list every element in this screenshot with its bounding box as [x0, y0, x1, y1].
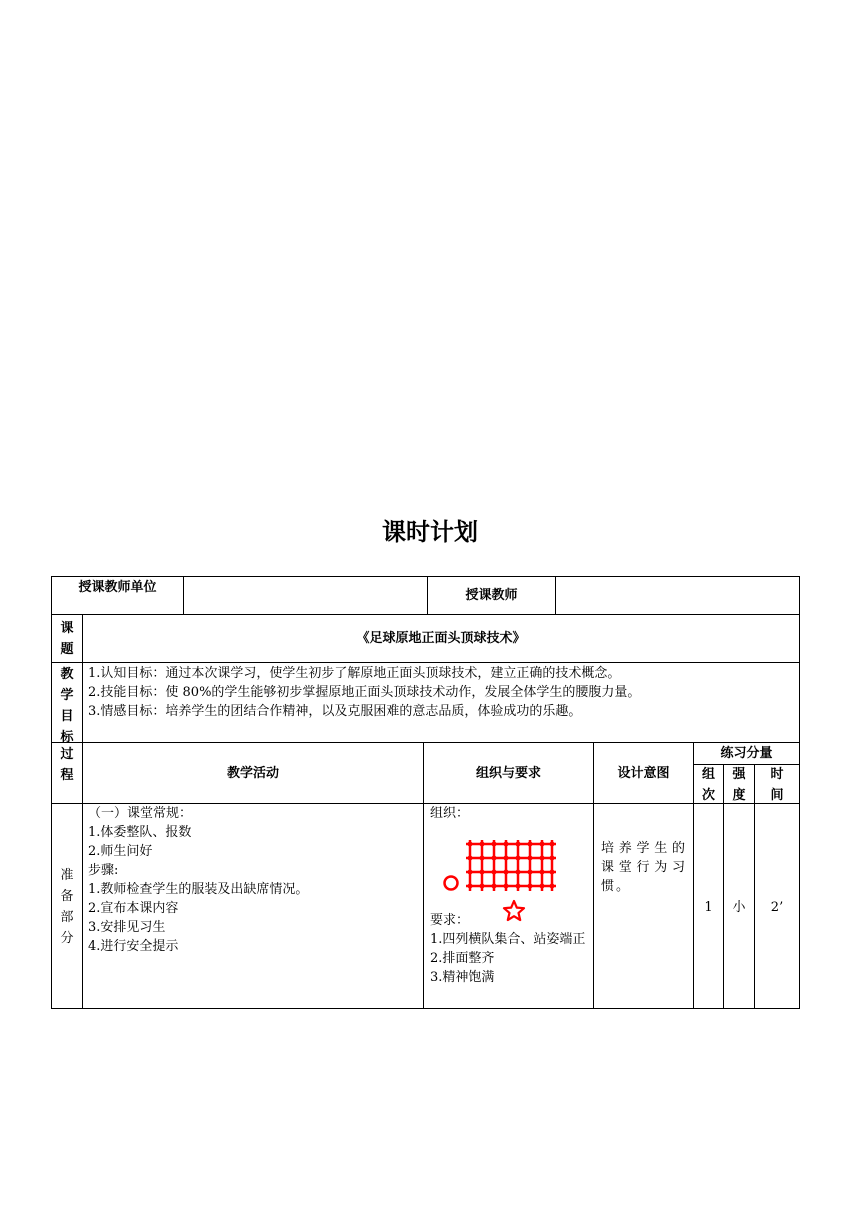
teacher-circle-icon — [445, 877, 458, 890]
activity-line: 3.安排见习生 — [88, 920, 166, 935]
intensity-header: 强 度 — [732, 767, 746, 803]
teacher-label: 授课教师 — [465, 588, 518, 603]
activity-line: 4.进行安全提示 — [88, 939, 179, 954]
req-line: 3.精神饱满 — [430, 970, 495, 985]
req-label: 要求： — [430, 913, 470, 928]
topic-value: 《足球原地正面头顶球技术》 — [356, 631, 526, 646]
prep-activity — [88, 804, 420, 956]
activity-line: 2.宣布本课内容 — [88, 901, 179, 916]
topic-label: 课 题 — [60, 621, 74, 657]
prep-sets: 1 — [704, 900, 713, 915]
activity-line: 1.体委整队、报数 — [88, 825, 192, 840]
goal-line: 3.情感目标：培养学生的团结合作精神，以及克服困难的意志品质，体验成功的乐趣。 — [88, 704, 582, 719]
activity-line: 1.教师检查学生的服装及出缺席情况。 — [88, 882, 309, 897]
prep-intensity: 小 — [732, 900, 746, 915]
activity-line: 2.师生问好 — [88, 844, 153, 859]
activity-line: （一）课堂常规： — [88, 806, 193, 821]
student-marks — [470, 840, 552, 891]
goals-text — [88, 664, 796, 721]
organization-header: 组织与要求 — [475, 766, 541, 781]
page-title: 课时计划 — [382, 518, 478, 546]
goals-label: 教 学 目 标 — [60, 667, 74, 745]
goal-line: 1.认知目标：通过本次课学习，使学生初步了解原地正面头顶球技术，建立正确的技术概念。 — [88, 666, 621, 681]
load-header: 练习分量 — [720, 746, 773, 761]
org-label: 组织： — [430, 806, 470, 821]
prep-intent: 培养学生的课堂行为习惯。 — [601, 841, 687, 894]
sets-header: 组 次 — [701, 767, 715, 803]
req-line: 1.四列横队集合、站姿端正 — [430, 932, 586, 947]
org-requirements — [430, 911, 590, 987]
time-header: 时 间 — [770, 767, 784, 803]
activity-line: 步骤: — [88, 863, 119, 878]
activity-header: 教学活动 — [226, 766, 279, 781]
process-header: 过 程 — [60, 747, 74, 783]
intent-header: 设计意图 — [617, 766, 670, 781]
req-line: 2.排面整齐 — [430, 951, 495, 966]
prep-time: 2’ — [770, 900, 784, 915]
goal-line: 2.技能目标：使 80%的学生能够初步掌握原地正面头顶球技术动作，发展全体学生的腰腹力量。 — [88, 685, 641, 700]
prep-label: 准 备 部 分 — [60, 868, 74, 946]
unit-label: 授课教师单位 — [78, 580, 157, 595]
